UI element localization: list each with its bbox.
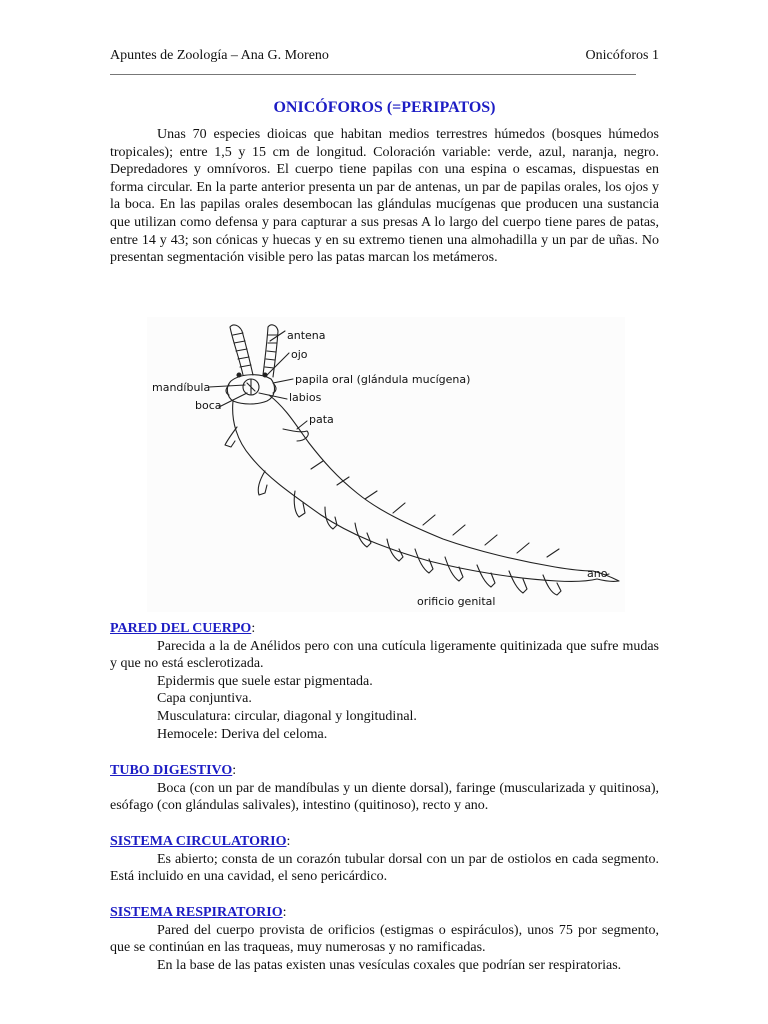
section-line: Hemocele: Deriva del celoma. — [157, 726, 328, 742]
leader-papila — [273, 379, 293, 383]
section-line: Parecida a la de Anélidos pero con una cutícula ligeramente quitinizada que sufre mudas y que no está esclerotizada. — [110, 638, 659, 672]
header-rule — [110, 74, 636, 75]
label-orificio-genital: orificio genital — [417, 595, 496, 608]
header-left-text: Apuntes de Zoología – Ana G. Moreno — [110, 48, 329, 63]
body-outline-bottom — [233, 401, 597, 581]
section-sistema-respiratorio — [110, 904, 659, 974]
label-labios: labios — [289, 391, 322, 404]
label-mandibula: mandíbula — [152, 381, 211, 394]
section-pared-del-cuerpo — [110, 620, 659, 743]
section-heading-text: SISTEMA RESPIRATORIO — [110, 905, 283, 920]
section-heading-text: TUBO DIGESTIVO — [110, 763, 233, 778]
section-heading: SISTEMA RESPIRATORIO: — [110, 905, 287, 920]
label-pata: pata — [309, 413, 334, 426]
peripatus-drawing — [147, 317, 625, 612]
section-text: En la base de las patas existen unas vesículas coxales que podrían ser respiratorias. — [157, 957, 622, 973]
section-heading-text: PARED DEL CUERPO — [110, 621, 252, 636]
section-line: Capa conjuntiva. — [157, 691, 252, 707]
section-heading: PARED DEL CUERPO: — [110, 621, 256, 636]
label-papila-oral: papila oral (glándula mucígena) — [295, 373, 471, 386]
section-tubo-digestivo — [110, 762, 659, 815]
section-heading: TUBO DIGESTIVO: — [110, 763, 237, 778]
section-text: Es abierto; consta de un corazón tubular dorsal con un par de ostiolos en cada segmento. Está incluido en una cavidad, el seno pericárdico. — [110, 851, 659, 885]
leader-ojo — [267, 353, 289, 375]
section-heading: SISTEMA CIRCULATORIO: — [110, 834, 291, 849]
section-text: Pared del cuerpo provista de orificios (estigmas o espiráculos), unos 75 por segmento, que se continúan en las traqueas, muy numerosas y no ramificadas. — [110, 922, 659, 956]
page-title: ONICÓFOROS (=PERIPATOS) — [273, 99, 496, 116]
label-ojo: ojo — [291, 348, 308, 361]
front-leg-1 — [225, 427, 237, 447]
leg-pata — [283, 429, 308, 441]
label-antena: antena — [287, 329, 326, 342]
label-ano: ano — [587, 567, 608, 580]
label-boca: boca — [195, 399, 222, 412]
section-heading-text: SISTEMA CIRCULATORIO — [110, 834, 287, 849]
header-right-text: Onicóforos 1 — [585, 48, 659, 63]
section-line: Musculatura: circular, diagonal y longitudinal. — [157, 708, 417, 724]
section-text: Boca (con un par de mandíbulas y un diente dorsal), faringe (muscularizada y quitinosa), esófago (con glándulas salivales), intestino (quitinoso), recto y ano. — [110, 780, 659, 814]
section-line: Epidermis que suele estar pigmentada. — [157, 673, 373, 689]
intro-paragraph: Unas 70 especies dioicas que habitan medios terrestres húmedos (bosques húmedos tropicales); entre 1,5 y 15 cm de longitud. Coloración variable: verde, azul, naranja, negro. Depredadores y omnívoros. El cuerpo tiene papilas con una espina o escamas, dispuestas en forma circular. En la parte anterior presenta un par de antenas, un par de papilas orales, los ojos y la boca. En las papilas orales desembocan las glándulas mucígenas que producen una sustancia que utilizan como defensa y para capturar a sus presas A lo largo del cuerpo tiene pares de patas, entre 14 y 43; son cónicas y huecas y en su extremo tienen una almohadilla y un par de uñas. No presentan segmentación visible pero las patas marcan los metámeros. — [110, 127, 659, 266]
leader-pata — [297, 421, 307, 429]
section-sistema-circulatorio — [110, 833, 659, 886]
peripatus-figure — [147, 317, 625, 612]
